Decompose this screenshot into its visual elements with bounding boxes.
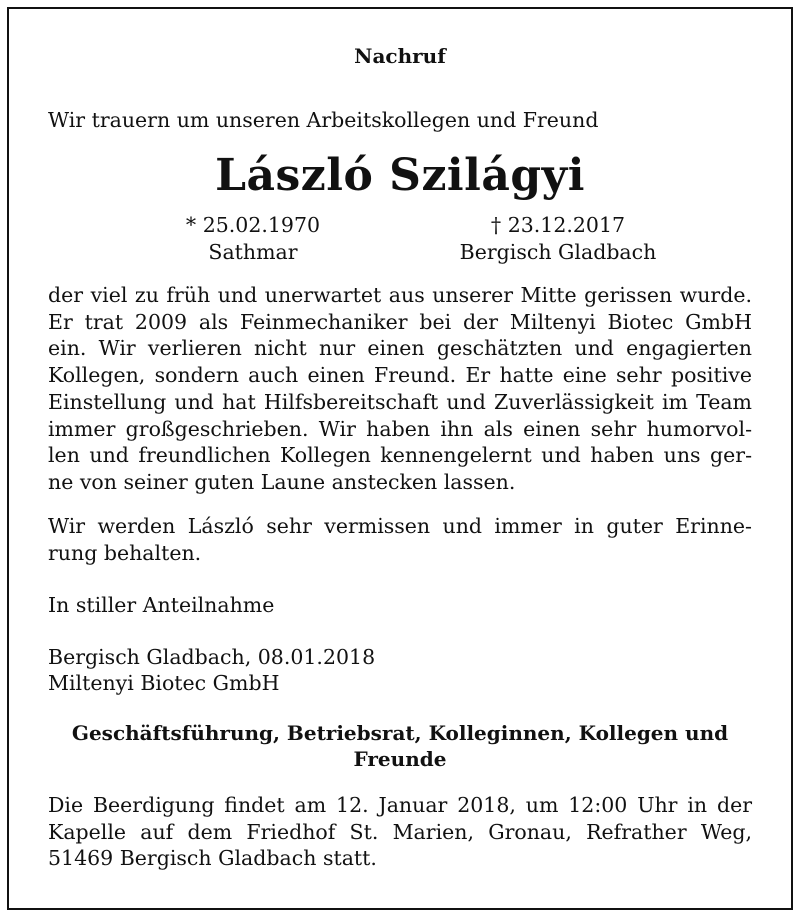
body-line: ein. Wir verlieren nicht nur einen geschätzten und engagierten [48, 336, 752, 361]
signers-line: Geschäftsführung, Betriebsrat, Kolleginnen, Kollegen und [71, 721, 729, 745]
body-line: len und freundlichen Kollegen kennengelernt und haben uns ger- [48, 443, 752, 468]
signers-line: Freunde [353, 747, 447, 771]
funeral-line: Die Beerdigung findet am 12. Januar 2018, um 12:00 Uhr in der [48, 793, 752, 817]
remember-line: rung behalten. [48, 540, 202, 565]
death-place: Bergisch Gladbach [459, 240, 657, 264]
death-date: † 23.12.2017 [490, 213, 626, 237]
birth-date: * 25.02.1970 [185, 213, 321, 237]
body-line: Er trat 2009 als Feinmechaniker bei der Miltenyi Biotec GmbH [48, 309, 752, 334]
deceased-name: László Szilágyi [215, 150, 585, 201]
body-line: immer großgeschrieben. Wir haben ihn als einen sehr humorvol- [48, 416, 752, 441]
funeral-line: 51469 Bergisch Gladbach statt. [48, 846, 377, 871]
body-line: ne von seiner guten Laune anstecken lassen. [48, 469, 516, 494]
birth-place: Sathmar [208, 240, 298, 264]
company-name: Miltenyi Biotec GmbH [48, 671, 280, 695]
funeral-line: Kapelle auf dem Friedhof St. Marien, Gronau, Refrather Weg, [48, 819, 752, 844]
condolence-line: In stiller Anteilnahme [48, 593, 275, 617]
body-line: der viel zu früh und unerwartet aus unserer Mitte gerissen wurde. [48, 283, 752, 307]
intro-line: Wir trauern um unseren Arbeitskollegen und Freund [48, 108, 599, 132]
notice-heading: Nachruf [354, 44, 446, 68]
birth-info [123, 212, 383, 266]
remember-paragraph [48, 513, 752, 566]
body-paragraph [48, 282, 752, 496]
body-line: Einstellung und hat Hilfsbereitschaft und Zuverlässigkeit im Team [48, 389, 752, 414]
death-info [428, 212, 688, 266]
body-line: Kollegen, sondern auch einen Freund. Er hatte eine sehr positive [48, 363, 752, 388]
funeral-paragraph [48, 792, 752, 872]
signers [0, 720, 800, 772]
place-date: Bergisch Gladbach, 08.01.2018 [48, 645, 376, 669]
remember-line: Wir werden László sehr vermissen und immer in guter Erinne- [48, 514, 752, 538]
